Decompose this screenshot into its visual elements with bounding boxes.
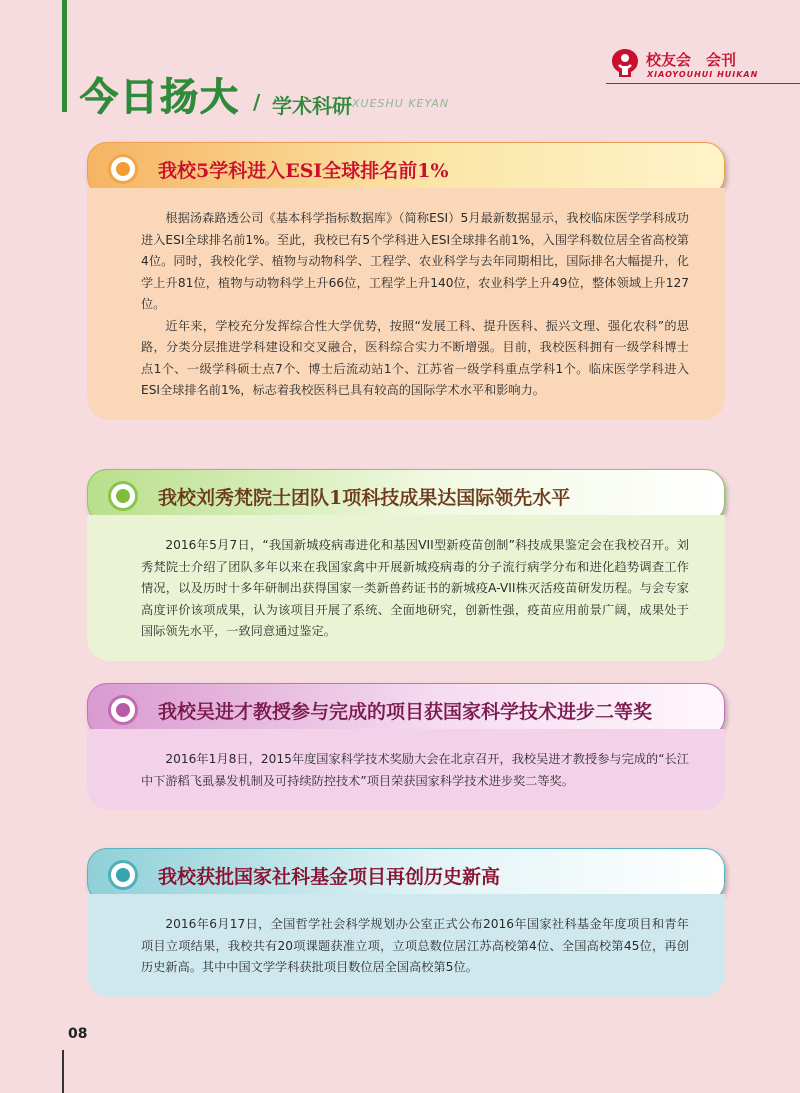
article-body	[87, 515, 725, 661]
page-number: 08	[68, 1026, 88, 1042]
article-paragraph: 2016年1月8日，2015年度国家科学技术奖励大会在北京召开，我校吴进才教授参与完成的“长江中下游稻飞虱暴发机制及可持续防控技术”项目荣获国家科学技术进步奖二等奖。	[141, 752, 689, 788]
bullet-icon	[108, 860, 138, 890]
page-title: 今日扬大	[80, 75, 241, 119]
bullet-icon	[108, 154, 138, 184]
section-label-english: XUESHU KEYAN	[352, 97, 450, 110]
article-paragraph: 近年来，学校充分发挥综合性大学优势，按照“发展工科、提升医科、振兴文理、强化农科”的思路，分类分层推进学科建设和交叉融合，医科综合实力不断增强。目前，我校医科拥有一级学科博士点1个、一级学科硕士点7个、博士后流动站1个、江苏省一级学科重点学科1个。临床医学学科进入ESI全球排名前1%，标志着我校医科已具有较高的国际学术水平和影响力。	[141, 318, 689, 397]
article-paragraph: 2016年6月17日，全国哲学社会科学规划办公室正式公布2016年国家社科基金年度项目和青年项目立项结果，我校共有20项课题获准立项，立项总数位居江苏高校第4位、全国高校第45位，再创历史新高。其中中国文学学科获批项目数位居全国高校第5位。	[141, 917, 689, 974]
bullet-icon	[108, 481, 138, 511]
header-accent-bar	[62, 0, 67, 112]
article-body	[87, 894, 725, 997]
bullet-icon	[108, 695, 138, 725]
article-paragraph: 根据汤森路透公司《基本科学指标数据库》（简称ESI）5月最新数据显示，我校临床医学学科成功进入ESI全球排名前1%。至此，我校已有5个学科进入ESI全球排名前1%，入围学科数位居全省高校第4位。同时，我校化学、植物与动物科学、工程学、农业科学与去年同期相比，国际排名大幅提升，化学上升81位，植物与动物科学上升66位，工程学上升140位，农业科学上升49位，整体领域上升127位。	[141, 211, 689, 311]
article-section	[87, 683, 725, 810]
logo-divider	[606, 83, 800, 84]
footer-accent-bar	[62, 1050, 64, 1093]
section-label: 学术科研	[272, 94, 352, 118]
logo-name-english: XIAOYOUHUI HUIKAN	[647, 70, 759, 79]
article-body	[87, 188, 725, 420]
logo-name-suffix: 会刊	[706, 51, 737, 69]
article-body	[87, 729, 725, 810]
title-separator: /	[253, 90, 261, 114]
article-title: 我校5学科进入ESI全球排名前1%	[158, 159, 449, 182]
article-section	[87, 142, 725, 420]
article-title: 我校刘秀梵院士团队1项科技成果达国际领先水平	[158, 486, 571, 509]
article-section	[87, 848, 725, 997]
logo-name: 校友会	[646, 51, 692, 69]
article-section	[87, 469, 725, 661]
article-title: 我校获批国家社科基金项目再创历史新高	[158, 865, 501, 888]
alumni-logo-icon	[608, 47, 642, 79]
article-title: 我校吴进才教授参与完成的项目获国家科学技术进步二等奖	[158, 700, 653, 723]
article-paragraph: 2016年5月7日，“我国新城疫病毒进化和基因VII型新疫苗创制”科技成果鉴定会在我校召开。刘秀梵院士介绍了团队多年以来在我国家禽中开展新城疫病毒的分子流行病学分布和进化趋势调查工作情况，以及历时十多年研制出获得国家一类新兽药证书的新城疫A-VII株灭活疫苗研发历程。与会专家高度评价该项成果，认为该项目开展了系统、全面地研究，创新性强，疫苗应用前景广阔，成果处于国际领先水平，一致同意通过鉴定。	[141, 538, 689, 638]
